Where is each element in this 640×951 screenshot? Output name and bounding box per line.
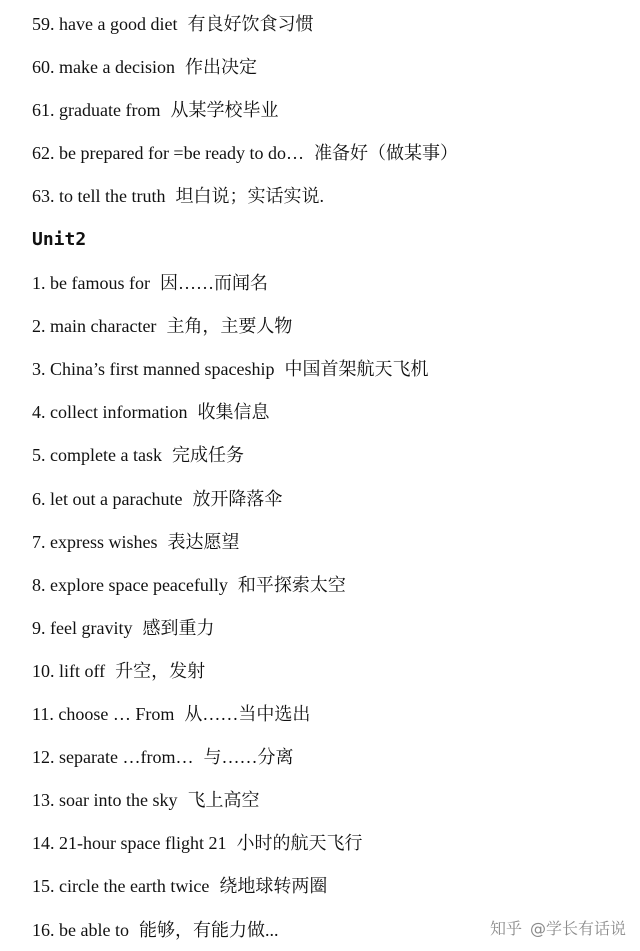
vocab-chinese: 准备好（做某事） <box>314 143 459 163</box>
vocab-english: 61. graduate from <box>32 100 161 120</box>
vocab-item <box>32 271 268 295</box>
vocab-item <box>32 443 244 467</box>
vocab-chinese: 坦白说；实话实说. <box>175 186 324 206</box>
vocab-english: 2. main character <box>32 316 157 337</box>
vocab-chinese: 完成任务 <box>171 445 244 466</box>
vocab-chinese: 主角，主要人物 <box>166 316 293 337</box>
vocab-english: 5. complete a task <box>32 445 162 466</box>
vocab-english: 14. 21-hour space flight 21 <box>32 833 227 854</box>
vocab-chinese: 放开降落伞 <box>192 488 283 509</box>
vocab-chinese: 和平探索太空 <box>237 574 346 595</box>
vocab-item <box>32 659 205 683</box>
watermark-handle: @学长有话说 <box>529 919 626 938</box>
vocab-item <box>32 487 282 511</box>
vocab-chinese: 因……而闻名 <box>159 273 268 293</box>
vocab-chinese: 感到重力 <box>142 617 215 638</box>
vocab-english: 62. be prepared for =be ready to do… <box>32 143 305 163</box>
vocab-english: 1. be famous for <box>32 273 150 293</box>
vocab-chinese: 飞上高空 <box>187 790 260 811</box>
vocab-english: 63. to tell the truth <box>32 186 166 206</box>
vocab-english: 8. explore space peacefully <box>32 574 228 595</box>
vocab-english: 12. separate …from… <box>32 747 194 768</box>
vocab-chinese: 收集信息 <box>197 402 270 423</box>
vocab-item <box>32 788 260 812</box>
vocab-english: 59. have a good diet <box>32 14 178 34</box>
vocab-english: 13. soar into the sky <box>32 790 178 811</box>
vocab-item <box>32 55 257 79</box>
vocab-english: 7. express wishes <box>32 531 158 552</box>
vocab-english: 15. circle the earth twice <box>32 876 210 897</box>
vocab-chinese: 有良好饮食习惯 <box>187 14 314 34</box>
vocab-chinese: 升空，发射 <box>115 660 206 681</box>
unit-heading: Unit2 <box>32 229 87 250</box>
vocab-english: 16. be able to <box>32 919 129 940</box>
vocab-item <box>32 616 214 640</box>
vocab-chinese: 与……分离 <box>203 747 294 768</box>
zhihu-watermark <box>490 916 626 939</box>
vocab-chinese: 小时的航天飞行 <box>236 833 363 854</box>
vocab-item <box>32 874 327 898</box>
vocab-english: 60. make a decision <box>32 57 175 77</box>
vocab-item <box>32 12 313 36</box>
vocab-item <box>32 98 278 122</box>
vocab-item <box>32 400 269 424</box>
vocab-english: 6. let out a parachute <box>32 488 183 509</box>
vocab-chinese: 作出决定 <box>184 57 257 77</box>
vocab-item <box>32 141 458 165</box>
vocab-english: 11. choose … From <box>32 704 175 724</box>
vocab-chinese: 绕地球转两圈 <box>219 876 328 897</box>
vocab-item <box>32 573 346 597</box>
vocab-item <box>32 745 293 769</box>
vocab-english: 3. China’s first manned spaceship <box>32 359 275 380</box>
vocab-english: 9. feel gravity <box>32 617 133 638</box>
vocab-item <box>32 184 324 208</box>
vocab-item <box>32 702 310 726</box>
vocab-item <box>32 831 362 855</box>
vocab-english: 4. collect information <box>32 402 188 423</box>
vocab-chinese: 能够，有能力做... <box>138 919 279 940</box>
vocab-item <box>32 357 428 381</box>
vocab-item <box>32 314 292 338</box>
vocab-chinese: 从……当中选出 <box>184 704 311 724</box>
watermark-logo: 知乎 <box>489 919 522 938</box>
vocab-english: 10. lift off <box>32 660 106 681</box>
vocab-item <box>32 918 278 942</box>
vocab-chinese: 表达愿望 <box>167 531 240 552</box>
vocab-chinese: 中国首架航天飞机 <box>284 359 429 380</box>
vocab-item <box>32 530 239 554</box>
vocab-chinese: 从某学校毕业 <box>170 100 279 120</box>
